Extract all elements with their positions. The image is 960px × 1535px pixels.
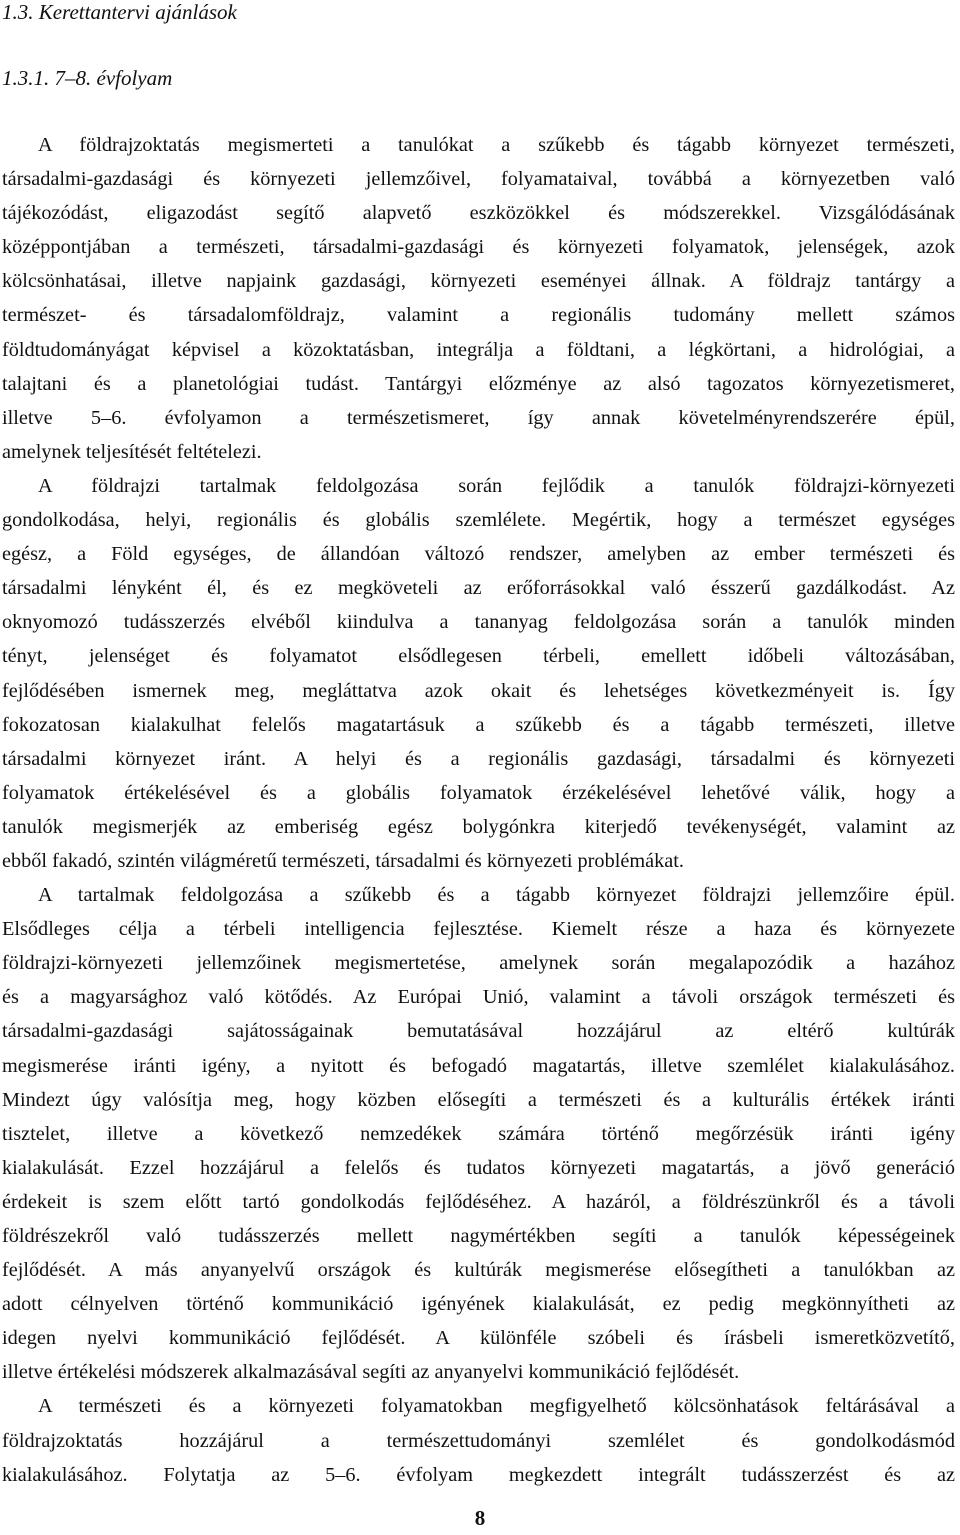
text-line: tényt, jelenséget és folyamatot elsődlegesen térbeli, emellett időbeli változásában, (2, 645, 955, 668)
text-line: társadalmi lényként él, és ez megköveteli az erőforrásokkal való ésszerű gazdálkodást. Az (2, 577, 955, 600)
text-line: A földrajzoktatás megismerteti a tanulókat a szűkebb és tágabb környezet természeti, (38, 134, 955, 156)
section-heading: 1.3. Kerettantervi ajánlások (2, 0, 237, 24)
text-line: földrajzoktatás hozzájárul a természettudományi szemlélet és gondolkodásmód (2, 1429, 955, 1452)
text-line: megismerése iránti igény, a nyitott és befogadó magatartás, illetve szemlélet kialakulásához. (2, 1054, 955, 1077)
paragraph (2, 128, 955, 469)
text-line: és a magyarsághoz való kötődés. Az Európai Unió, valamint a távoli országok természeti és (2, 986, 955, 1009)
text-line: ebből fakadó, szintén világméretű természeti, társadalmi és környezeti problémákat. (2, 849, 684, 872)
text-line: kialakulásához. Folytatja az 5–6. évfolyam megkezdett integrált tudásszerzést és az (2, 1463, 955, 1486)
text-line: fejlődésében ismernek meg, megláttatva azok okait és lehetséges következményeit is. Így (2, 679, 955, 702)
text-line: érdekeit is szem előtt tartó gondolkodás fejlődéséhez. A hazáról, a földrészünkről és a távoli (2, 1190, 955, 1213)
text-line: egész, a Föld egységes, de állandóan változó rendszer, amelyben az ember természeti és (2, 543, 955, 566)
text-line: folyamatok értékelésével és a globális folyamatok érzékelésével lehetővé válik, hogy a (2, 781, 955, 804)
text-line: amelynek teljesítését feltételezi. (2, 440, 262, 463)
text-line: fejlődését. A más anyanyelvű országok és kultúrák megismerése elősegítheti a tanulókban az (2, 1259, 955, 1282)
text-line: földrajzi-környezeti jellemzőinek megismertetése, amelynek során megalapozódik a hazához (2, 952, 955, 975)
text-line: természet- és társadalomföldrajz, valamint a regionális tudomány mellett számos (2, 304, 955, 327)
text-line: társadalmi környezet iránt. A helyi és a regionális gazdasági, társadalmi és környezeti (2, 747, 955, 770)
text-line: A földrajzi tartalmak feldolgozása során fejlődik a tanulók földrajzi-környezeti (38, 474, 955, 497)
text-line: fokozatosan kialakulhat felelős magatartásuk a szűkebb és a tágabb természeti, illetve (2, 713, 955, 736)
text-line: társadalmi-gazdasági és környezeti jellemzőivel, folyamataival, továbbá a környezetben való (2, 168, 955, 191)
page-number: 8 (474, 1506, 486, 1530)
text-line: földtudományágat képvisel a közoktatásban, integrálja a földtani, a légkörtani, a hidrológiai, a (2, 338, 955, 361)
text-line: illetve értékelési módszerek alkalmazásával segíti az anyanyelvi kommunikáció fejlődését. (2, 1361, 740, 1384)
text-line: kialakulását. Ezzel hozzájárul a felelős és tudatos környezeti magatartás, a jövő generáció (2, 1156, 955, 1179)
text-line: gondolkodása, helyi, regionális és globális szemlélete. Megértik, hogy a természet egységes (2, 509, 955, 532)
text-line: Elsődleges célja a térbeli intelligencia fejlesztése. Kiemelt része a haza és környezete (2, 918, 955, 941)
text-line: oknyomozó tudásszerzés elvéből kiindulva a tananyag feldolgozása során a tanulók minden (2, 611, 955, 634)
paragraph (2, 469, 955, 878)
subsection-heading: 1.3.1. 7–8. évfolyam (2, 66, 173, 90)
paragraph (2, 878, 955, 1389)
text-line: kölcsönhatásai, illetve napjaink gazdasági, környezeti eseményei állnak. A földrajz tantárgy a (2, 270, 955, 293)
text-line: illetve 5–6. évfolyamon a természetismeret, így annak követelményrendszerére épül, (2, 406, 955, 429)
text-line: adott célnyelven történő kommunikáció igényének kialakulását, ez pedig megkönnyítheti az (2, 1293, 955, 1316)
text-line: talajtani és a planetológiai tudást. Tantárgyi előzménye az alsó tagozatos környezetismeret, (2, 372, 955, 395)
text-line: tájékozódást, eligazodást segítő alapvető eszközökkel és módszerekkel. Vizsgálódásának (2, 202, 955, 225)
text-line: földrészekről való tudásszerzés mellett nagymértékben segíti a tanulók képességeinek (2, 1225, 955, 1247)
text-line: tanulók megismerjék az emberiség egész bolygónkra kiterjedő tevékenységét, valamint az (2, 815, 955, 838)
document-body (2, 128, 955, 1492)
text-line: tisztelet, illetve a következő nemzedékek számára történő megőrzésük iránti igény (2, 1122, 955, 1145)
text-line: A tartalmak feldolgozása a szűkebb és a tágabb környezet földrajzi jellemzőire épül. (38, 884, 955, 907)
text-line: A természeti és a környezeti folyamatokban megfigyelhető kölcsönhatások feltárásával a (38, 1395, 955, 1418)
text-line: középpontjában a természeti, társadalmi-gazdasági és környezeti folyamatok, jelenségek, azok (2, 236, 955, 259)
paragraph (2, 1389, 955, 1491)
text-line: idegen nyelvi kommunikáció fejlődését. A különféle szóbeli és írásbeli ismeretközvetítő, (2, 1327, 955, 1350)
text-line: Mindezt úgy valósítja meg, hogy közben elősegíti a természeti és a kulturális értékek iránti (2, 1088, 955, 1111)
text-line: társadalmi-gazdasági sajátosságainak bemutatásával hozzájárul az eltérő kultúrák (2, 1020, 955, 1043)
